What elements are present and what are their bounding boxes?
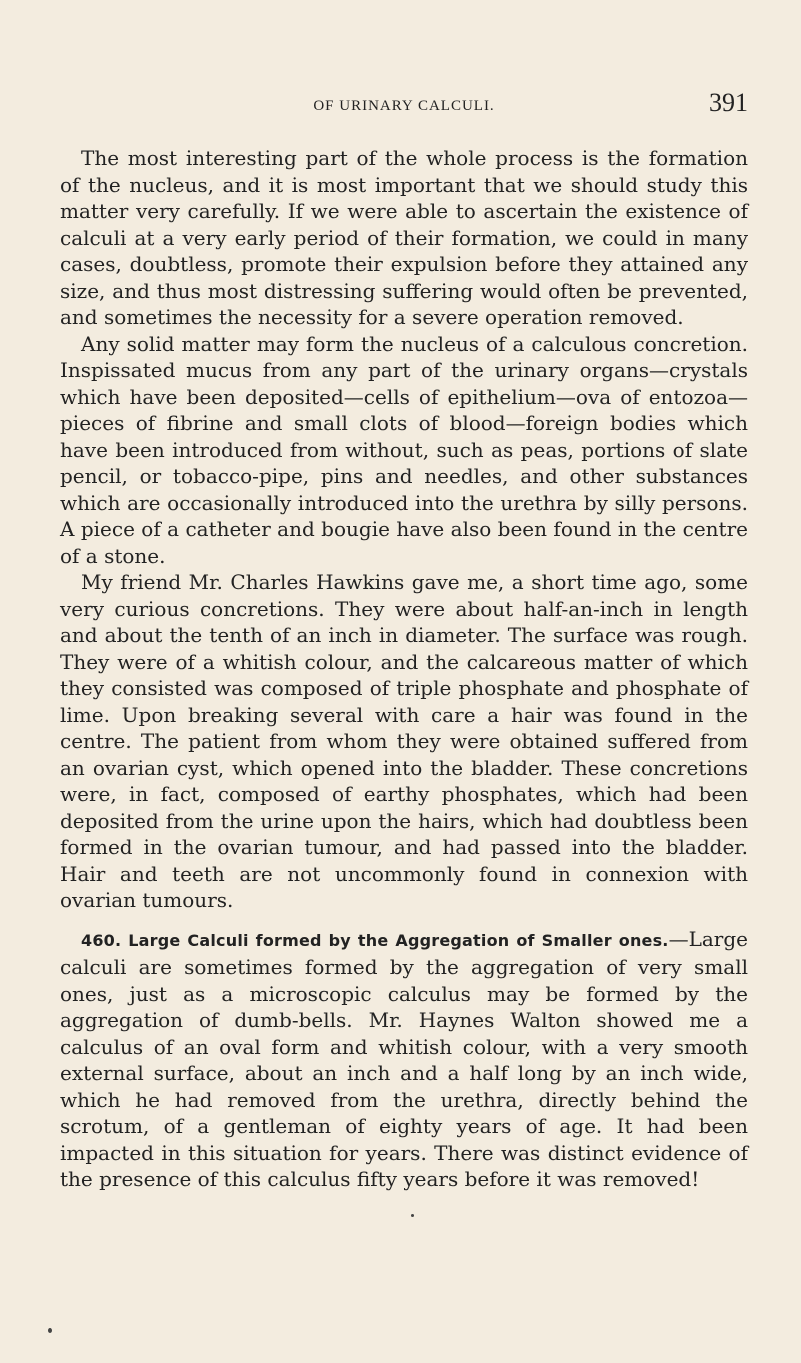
section-heading: 460. Large Calculi formed by the Aggregation of Smaller ones. [81,930,669,950]
section-460 [60,926,748,1193]
running-title: OF URINARY CALCULI. [313,98,495,114]
print-speck [48,1328,52,1333]
section-text: —Large calculi are sometimes formed by the aggregation of very small ones, just as a microscopic calculus may be formed by the aggregation of dumb-bells. Mr. Haynes Walton showed me a calculus of an oval form and whitish colour, with a very smooth external surface, about an inch and a half long by an inch wide, which he had removed from the urethra, directly behind the scrotum, of a gentleman of eighty years of age. It had been impacted in this situation for years. There was distinct evidence of the presence of this calculus fifty years before it was removed! [60,926,748,1191]
paragraph-nucleus-materials: Any solid matter may form the nucleus of a calculous concretion. Inspissated mucus from any part of the urinary organs—crystals which have been deposited—cells of epithelium—ova of entozoa—pieces of fibrine and small clots of blood—foreign bodies which have been introduced from without, such as peas, portions of slate pencil, or tobacco-pipe, pins and needles, and other substances which are occasionally introduced into the urethra by silly persons. A piece of a catheter and bougie have also been found in the centre of a stone. [60,331,748,568]
paragraph-nucleus-formation: The most interesting part of the whole process is the formation of the nucleus, and it is most important that we should study this matter very carefully. If we were able to ascertain the existence of calculi at a very early period of their formation, we could in many cases, doubtless, promote their expulsion before they attained any size, and thus most distressing suffering would often be prevented, and sometimes the necessity for a severe operation removed. [60,146,748,329]
running-head [60,88,748,124]
print-speck [411,1214,414,1217]
body-text [60,145,748,1193]
page-number: 391 [709,88,748,117]
paragraph-hawkins-concretions: My friend Mr. Charles Hawkins gave me, a short time ago, some very curious concretions. They were about half-an-inch in length and about the tenth of an inch in diameter. The surface was rough. They were of a whitish colour, and the calcareous matter of which they consisted was composed of triple phosphate and phosphate of lime. Upon breaking several with care a hair was found in the centre. The patient from whom they were obtained suffered from an ovarian cyst, which opened into the bladder. These concretions were, in fact, composed of earthy phosphates, which had been deposited from the urine upon the hairs, which had doubtless been formed in the ovarian tumour, and had passed into the bladder. Hair and teeth are not uncommonly found in connexion with ovarian tumours. [60,570,748,912]
